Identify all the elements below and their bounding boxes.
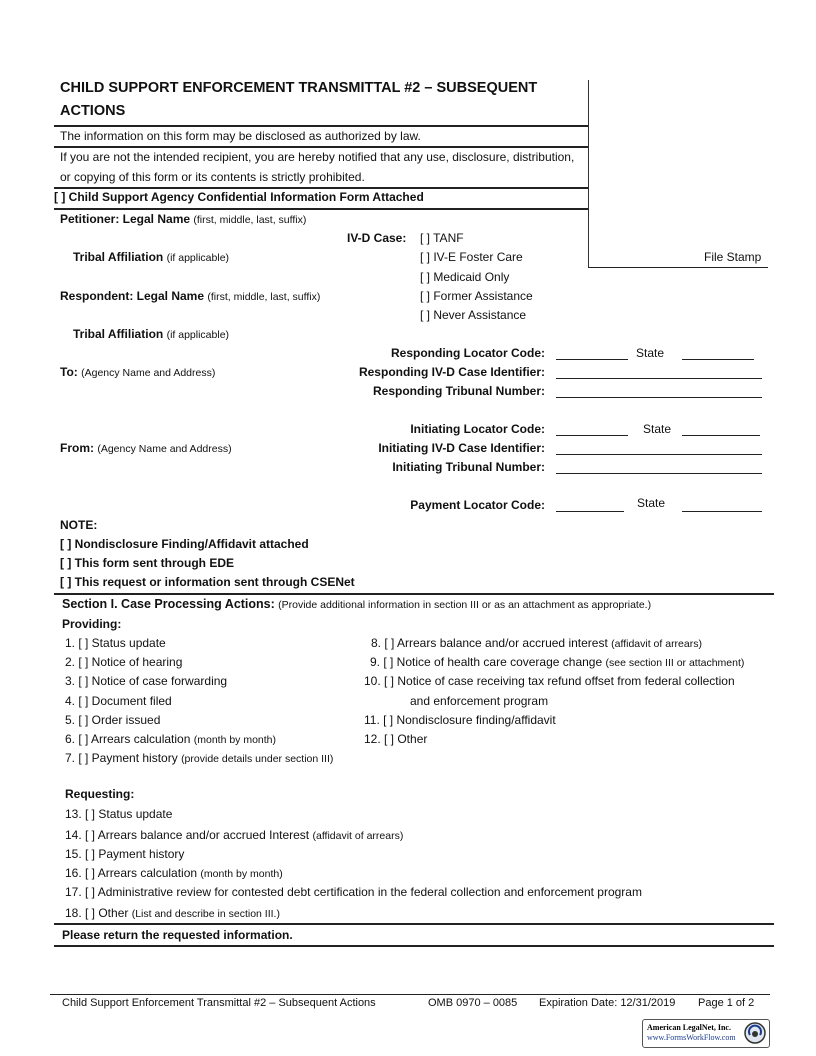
state-label: State	[636, 346, 665, 360]
payment-locator-label: Payment Locator Code:	[410, 498, 545, 512]
divider	[54, 208, 588, 210]
petitioner-tribal-field[interactable]	[73, 250, 229, 264]
petitioner-hint: (first, middle, last, suffix)	[193, 214, 307, 226]
tribal-label: Tribal Affiliation	[73, 250, 164, 264]
section1-title: Section I. Case Processing Actions:	[62, 597, 275, 611]
initiating-case-label: Initiating IV-D Case Identifier:	[378, 441, 545, 455]
brand-name: American LegalNet, Inc.	[647, 1023, 731, 1032]
respondent-hint: (first, middle, last, suffix)	[207, 291, 321, 303]
item-text: 18. [ ] Other	[65, 906, 129, 920]
petitioner-name-field[interactable]	[60, 212, 306, 226]
respondent-label: Respondent: Legal Name	[60, 289, 205, 303]
item-text: 3. [ ] Notice of case forwarding	[65, 674, 228, 688]
providing-item-7[interactable]	[65, 751, 333, 765]
divider	[54, 125, 588, 127]
initiating-state-input[interactable]	[682, 435, 760, 436]
item-text: 6. [ ] Arrears calculation	[65, 732, 191, 746]
item-text: 5. [ ] Order issued	[65, 713, 161, 727]
providing-item-5[interactable]	[65, 713, 160, 727]
requesting-item-17[interactable]	[65, 885, 642, 899]
providing-item-11[interactable]	[364, 713, 556, 727]
initiating-tribunal-label: Initiating Tribunal Number:	[392, 460, 545, 474]
responding-tribunal-input[interactable]	[556, 397, 762, 398]
ivd-option-medicaid[interactable]: [ ] Medicaid Only	[420, 270, 510, 284]
footer-omb: OMB 0970 – 0085	[428, 997, 518, 1009]
item-text: 17. [ ] Administrative review for contested debt certification in the federal collection and enforcement program	[65, 885, 642, 899]
requesting-item-14[interactable]	[65, 828, 403, 842]
item-text: 10. [ ] Notice of case receiving tax refund offset from federal collection	[364, 674, 735, 688]
item-text: 16. [ ] Arrears calculation	[65, 866, 198, 880]
responding-case-label: Responding IV-D Case Identifier:	[358, 365, 545, 379]
providing-item-12[interactable]	[364, 732, 427, 746]
from-hint: (Agency Name and Address)	[97, 443, 232, 455]
tribal-label: Tribal Affiliation	[73, 327, 164, 341]
ivd-case-label: IV-D Case:	[347, 231, 407, 245]
note-label: NOTE:	[60, 518, 98, 532]
respondent-tribal-field[interactable]	[73, 327, 229, 341]
divider	[54, 146, 588, 148]
brand-url: www.FormsWorkFlow.com	[647, 1033, 736, 1042]
disclosure-text: The information on this form may be disclosed as authorized by law.	[60, 129, 421, 143]
petitioner-label: Petitioner: Legal Name	[60, 212, 191, 226]
item-hint: (month by month)	[200, 868, 283, 880]
providing-item-10[interactable]	[364, 674, 735, 688]
initiating-locator-input[interactable]	[556, 435, 628, 436]
form-title: CHILD SUPPORT ENFORCEMENT TRANSMITTAL #2 – SUBSEQUENT	[60, 80, 538, 96]
requesting-item-16[interactable]	[65, 866, 283, 880]
providing-item-3[interactable]	[65, 674, 227, 688]
responding-tribunal-label: Responding Tribunal Number:	[372, 384, 545, 398]
note-ede-checkbox[interactable]: [ ] This form sent through EDE	[60, 556, 234, 570]
footer-form-name: Child Support Enforcement Transmittal #2 – Subsequent Actions	[62, 997, 376, 1009]
item-text: 2. [ ] Notice of hearing	[65, 655, 183, 669]
item-text: 7. [ ] Payment history	[65, 751, 178, 765]
return-note: Please return the requested information.	[62, 928, 293, 942]
item-hint: (see section III or attachment)	[605, 657, 745, 669]
section-divider	[54, 593, 774, 595]
brand-badge[interactable]	[642, 1019, 770, 1048]
providing-label: Providing:	[62, 617, 122, 631]
item-text: 8. [ ] Arrears balance and/or accrued interest	[371, 636, 608, 650]
item-text: 9. [ ] Notice of health care coverage change	[370, 655, 603, 669]
item-hint: (affidavit of arrears)	[312, 830, 404, 842]
item-text: 4. [ ] Document filed	[65, 694, 172, 708]
brand-logo-icon	[744, 1022, 766, 1044]
item-text: 1. [ ] Status update	[65, 636, 166, 650]
form-title-continued: ACTIONS	[60, 103, 126, 119]
responding-case-input[interactable]	[556, 378, 762, 379]
item-hint: (provide details under section III)	[181, 753, 334, 765]
requesting-item-18[interactable]	[65, 906, 280, 920]
ivd-option-never-assistance[interactable]: [ ] Never Assistance	[420, 308, 527, 322]
respondent-name-field[interactable]	[60, 289, 320, 303]
section-divider	[54, 923, 774, 925]
providing-item-6[interactable]	[65, 732, 276, 746]
requesting-item-15[interactable]	[65, 847, 184, 861]
from-agency-field[interactable]	[60, 441, 232, 455]
item-hint: (affidavit of arrears)	[611, 638, 702, 650]
stamp-box-bottom-border	[588, 267, 768, 268]
to-agency-field[interactable]	[60, 365, 215, 379]
item-hint: (List and describe in section III.)	[131, 908, 280, 920]
note-nondisclosure-checkbox[interactable]: [ ] Nondisclosure Finding/Affidavit attached	[60, 537, 309, 551]
responding-state-input[interactable]	[682, 359, 754, 360]
to-label: To:	[60, 365, 78, 379]
to-hint: (Agency Name and Address)	[81, 367, 216, 379]
item-text: 14. [ ] Arrears balance and/or accrued Interest	[65, 828, 310, 842]
requesting-item-13[interactable]	[65, 807, 172, 821]
stamp-box-left-border	[588, 80, 589, 268]
payment-locator-input[interactable]	[556, 511, 624, 512]
providing-item-8[interactable]	[371, 636, 702, 650]
footer-expiration: Expiration Date: 12/31/2019	[539, 997, 676, 1009]
providing-item-9[interactable]	[370, 655, 744, 669]
notice-text-line1: If you are not the intended recipient, you are hereby notified that any use, disclosure, distribution,	[60, 150, 575, 164]
section1-heading	[62, 597, 651, 611]
payment-state-input[interactable]	[682, 511, 762, 512]
responding-locator-input[interactable]	[556, 359, 628, 360]
tribal-hint: (if applicable)	[166, 252, 230, 264]
ivd-option-former-assistance[interactable]: [ ] Former Assistance	[420, 289, 533, 303]
providing-item-4[interactable]	[65, 694, 172, 708]
providing-item-10-continued: and enforcement program	[410, 694, 549, 708]
requesting-label: Requesting:	[65, 787, 135, 801]
footer-divider	[50, 994, 770, 995]
footer-page-number: Page 1 of 2	[698, 997, 755, 1009]
responding-locator-label: Responding Locator Code:	[391, 346, 545, 360]
state-label: State	[643, 422, 672, 436]
item-text: 15. [ ] Payment history	[65, 847, 185, 861]
item-text: 11. [ ] Nondisclosure finding/affidavit	[364, 713, 556, 727]
notice-text-line2: or copying of this form or its contents is strictly prohibited.	[60, 170, 365, 184]
divider	[54, 187, 588, 189]
initiating-tribunal-input[interactable]	[556, 473, 762, 474]
state-label: State	[637, 496, 666, 510]
providing-item-2[interactable]	[65, 655, 182, 669]
note-csenet-checkbox[interactable]: [ ] This request or information sent through CSENet	[60, 575, 355, 589]
file-stamp-label: File Stamp	[704, 250, 762, 264]
item-text: 13. [ ] Status update	[65, 807, 173, 821]
item-text: 12. [ ] Other	[364, 732, 428, 746]
tribal-hint: (if applicable)	[166, 329, 230, 341]
from-label: From:	[60, 441, 94, 455]
ivd-option-foster-care[interactable]: [ ] IV-E Foster Care	[420, 250, 523, 264]
confidential-form-checkbox[interactable]: [ ] Child Support Agency Confidential Information Form Attached	[54, 190, 424, 204]
providing-item-1[interactable]	[65, 636, 166, 650]
item-hint: (month by month)	[193, 734, 277, 746]
initiating-case-input[interactable]	[556, 454, 762, 455]
section1-hint: (Provide additional information in section III or as an attachment as appropriate.)	[278, 599, 652, 611]
ivd-option-tanf[interactable]: [ ] TANF	[420, 231, 464, 245]
initiating-locator-label: Initiating Locator Code:	[410, 422, 545, 436]
section-divider	[54, 945, 774, 947]
